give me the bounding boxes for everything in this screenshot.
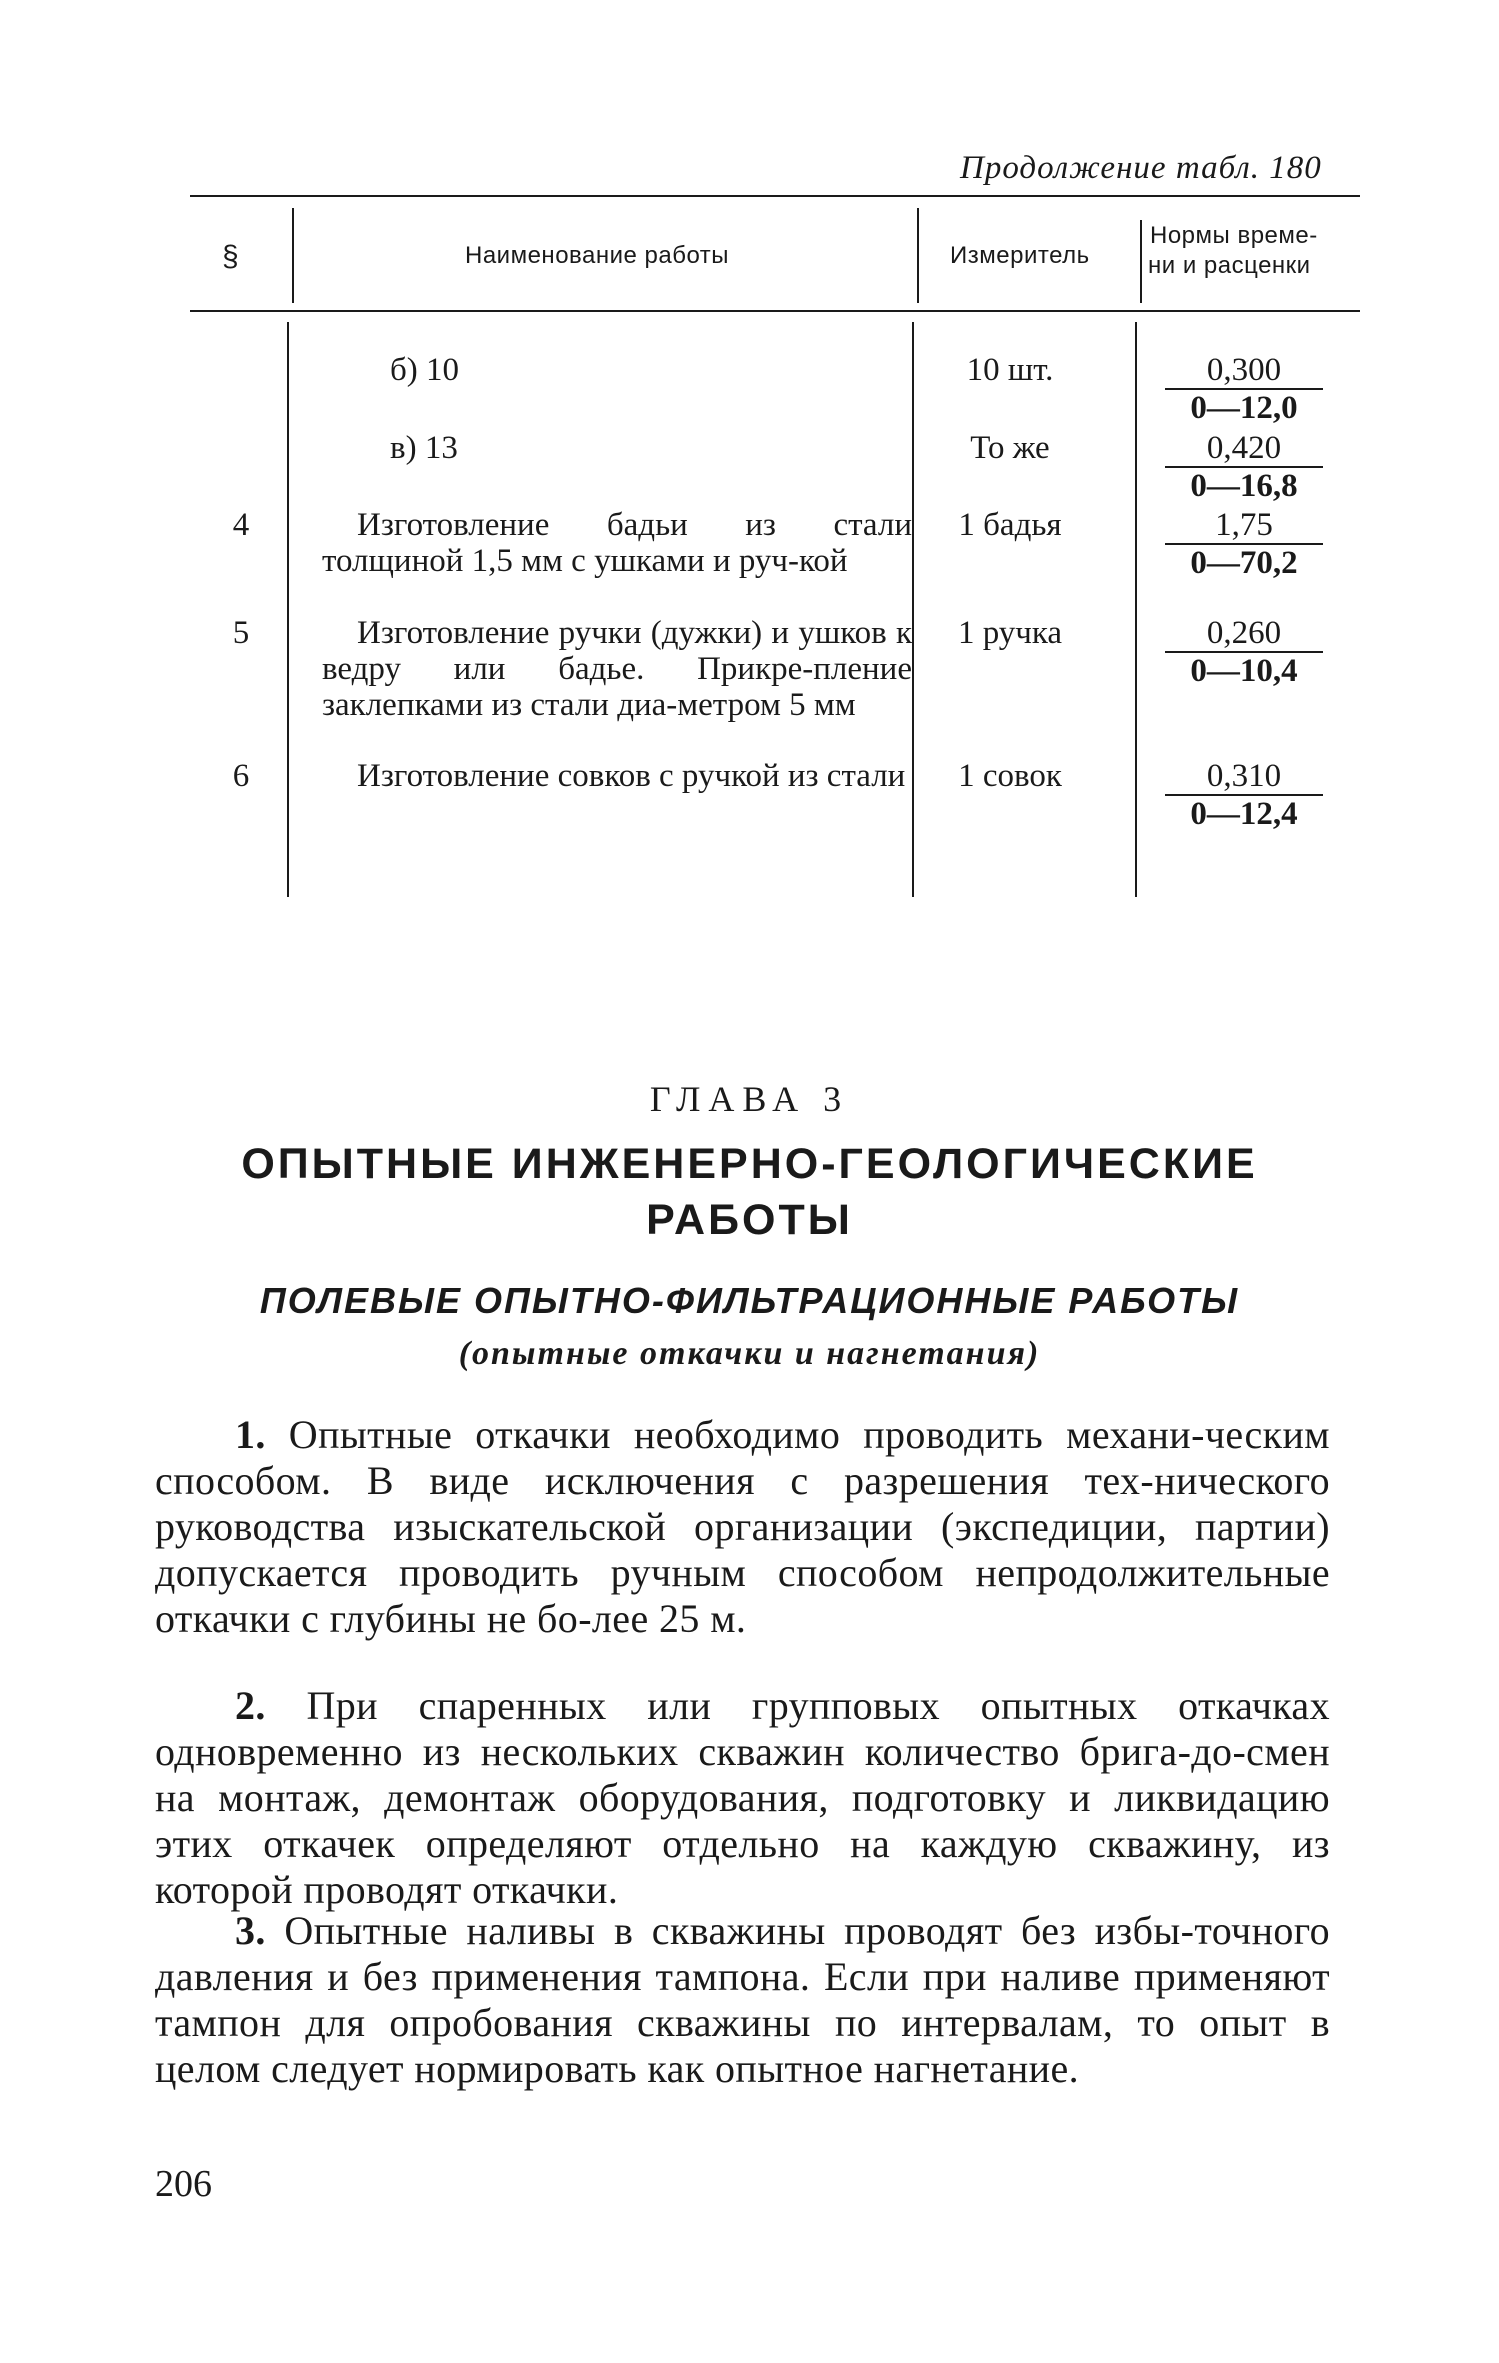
row-name-b10: б) 10: [390, 352, 460, 388]
row-name-5: Изготовление ручки (дужки) и ушков к ведру или бадье. Прикре-пление заклепками из стали диа-метром 5 мм: [322, 615, 912, 723]
table-col-divider-2-body: [912, 322, 914, 897]
table-col-divider-3: [1140, 220, 1142, 303]
table-top-rule: [190, 195, 1360, 197]
paragraph-text: Опытные наливы в скважины проводят без избы-точного давления и без применения тампона. Если при наливе применяют тампон для опробования скважины по интервалам, то опыт в целом следует нормировать как опытное нагнетание.: [155, 1908, 1330, 2091]
norm-rate: 0—70,2: [1165, 543, 1323, 581]
header-norm-line1: Нормы време-: [1150, 222, 1318, 249]
norm-rate: 0—16,8: [1165, 466, 1323, 504]
chapter-title-line2: РАБОТЫ: [646, 1196, 853, 1244]
header-norm-line2: ни и расценки: [1148, 252, 1311, 279]
row-num-4: 4: [232, 507, 250, 543]
table-continuation-caption: Продолжение табл. 180: [960, 150, 1322, 186]
row-norm-6: [1165, 758, 1323, 832]
row-unit-6: 1 совок: [958, 758, 1062, 794]
paragraph-text: При спаренных или групповых опытных откачках одновременно из нескольких скважин количество брига-до-смен на монтаж, демонтаж оборудования, подготовку и ликвидацию этих откачек определяют отдельно на каждую скважину, из которой проводят откачки.: [155, 1683, 1330, 1912]
header-name: Наименование работы: [465, 242, 730, 269]
norm-time: 0,300: [1206, 352, 1282, 388]
table-col-divider-2: [917, 208, 919, 303]
paragraph-text: Опытные откачки необходимо проводить механи-ческим способом. В виде исключения с разрешения тех-нического руководства изыскательской организации (экспедиции, партии) допускается проводить ручным способом непродолжительные откачки с глубины не бо-лее 25 м.: [155, 1412, 1330, 1641]
row-num-5: 5: [232, 615, 250, 651]
row-norm-b10: [1165, 352, 1323, 426]
chapter-title-line1: ОПЫТНЫЕ ИНЖЕНЕРНО-ГЕОЛОГИЧЕСКИЕ: [241, 1140, 1258, 1188]
header-section: §: [222, 240, 240, 273]
row-name-v13: в) 13: [390, 430, 458, 466]
table-col-divider-1-body: [287, 322, 289, 897]
norm-time: 0,310: [1206, 758, 1282, 794]
norm-time: 0,420: [1206, 430, 1282, 466]
row-norm-v13: [1165, 430, 1323, 504]
paragraph-3: [155, 1908, 1330, 2092]
row-norm-5: [1165, 615, 1323, 689]
norm-time: 1,75: [1215, 507, 1273, 543]
table-col-divider-3-body: [1135, 322, 1137, 897]
norm-time: 0,260: [1206, 615, 1282, 651]
row-unit-5: 1 ручка: [957, 615, 1063, 651]
row-name-6: Изготовление совков с ручкой из стали: [357, 758, 906, 794]
paragraph-number: 2.: [235, 1683, 266, 1728]
row-num-6: 6: [232, 758, 250, 794]
row-unit-v13: То же: [970, 430, 1050, 466]
row-unit-b10: 10 шт.: [966, 352, 1054, 388]
norm-rate: 0—12,4: [1165, 794, 1323, 832]
chapter-label: ГЛАВА 3: [649, 1079, 850, 1119]
paragraph-2: [155, 1683, 1330, 1913]
page-number: 206: [155, 2163, 212, 2205]
section-subtitle: (опытные откачки и нагнетания): [458, 1335, 1041, 1372]
row-norm-4: [1165, 507, 1323, 581]
row-unit-4: 1 бадья: [958, 507, 1062, 543]
table-header-rule: [190, 310, 1360, 312]
paragraph-number: 3.: [235, 1908, 266, 1953]
header-unit: Измеритель: [950, 242, 1090, 269]
norm-rate: 0—12,0: [1165, 388, 1323, 426]
section-title: ПОЛЕВЫЕ ОПЫТНО-ФИЛЬТРАЦИОННЫЕ РАБОТЫ: [259, 1280, 1240, 1321]
paragraph-1: [155, 1412, 1330, 1642]
paragraph-number: 1.: [235, 1412, 266, 1457]
norm-rate: 0—10,4: [1165, 651, 1323, 689]
row-name-4: Изготовление бадьи из стали толщиной 1,5 мм с ушками и руч-кой: [322, 507, 912, 579]
table-col-divider-1: [292, 208, 294, 303]
